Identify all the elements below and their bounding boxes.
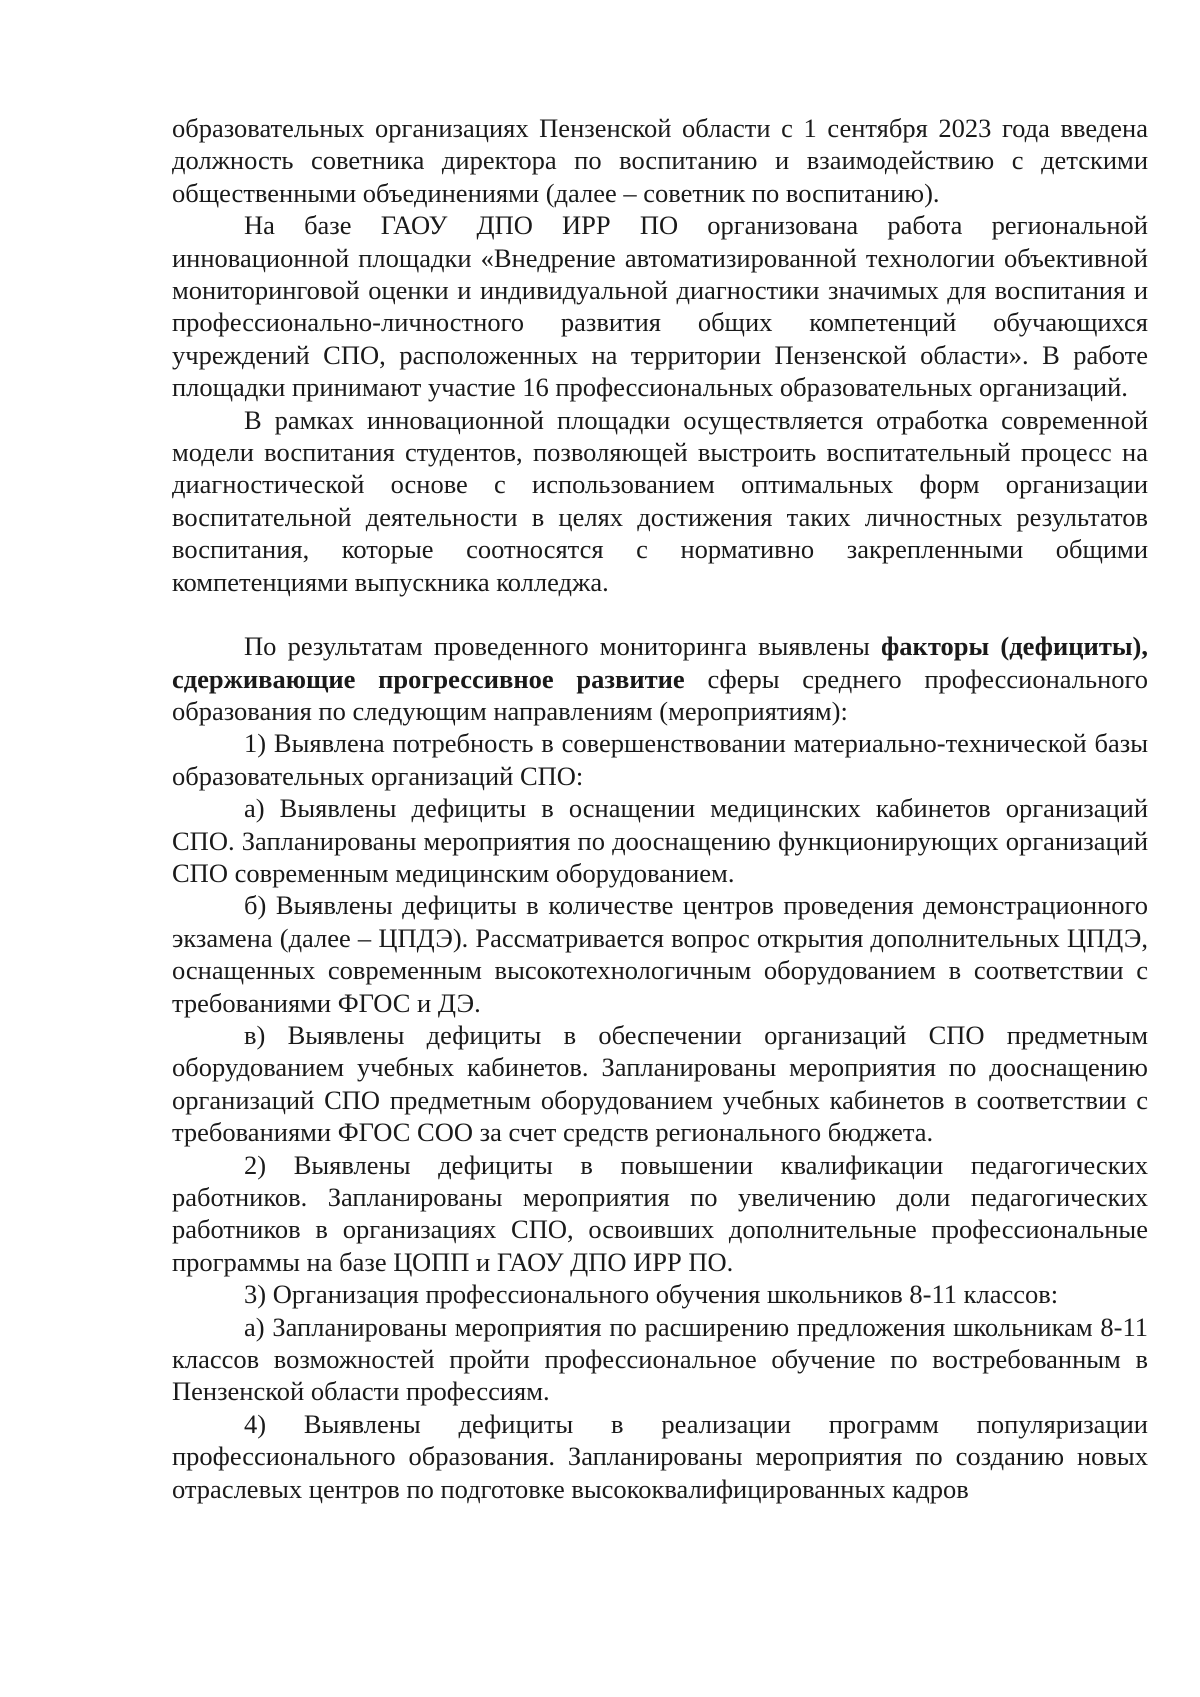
paragraph-monitoring-results (172, 630, 1148, 727)
list-item-4: 4) Выявлены дефициты в реализации программ популяризации профессионального образования. Запланированы мероприятия по созданию новых отраслевых центров по подготовке высококвалифицированных кадров (172, 1408, 1148, 1504)
list-item-1: 1) Выявлена потребность в совершенствовании материально-технической базы образовательных организаций СПО: (172, 728, 1148, 791)
paragraph-education-model: В рамках инновационной площадки осуществляется отработка современной модели воспитания студентов, позволяющей выстроить воспитательный процесс на диагностической основе с использованием оптимальных форм организации воспитательной деятельности в целях достижения таких личностных результатов воспитания, которые соотносятся с нормативно закрепленными общими компетенциями выпускника колледжа. (172, 404, 1148, 597)
list-item-3: 3) Организация профессионального обучения школьников 8-11 классов: (244, 1279, 1059, 1310)
paragraph-continuation: образовательных организациях Пензенской области с 1 сентября 2023 года введена должность советника директора по воспитанию и взаимодействию с детскими общественными объединениями (далее – советник по воспитанию). (172, 113, 1148, 208)
list-item-3a: а) Запланированы мероприятия по расширению предложения школьникам 8-11 классов возможностей пройти профессиональное обучение по востребованным в Пензенской области профессиям. (172, 1311, 1148, 1407)
monitoring-text-bold: факторы (дефициты), сдерживающие прогрессивное развитие (172, 631, 1148, 694)
document-body (172, 112, 1148, 1505)
monitoring-text-after: сферы среднего профессионального образования по следующим направлениям (мероприятиям): (172, 663, 1148, 726)
list-item-1b: б) Выявлены дефициты в количестве центров проведения демонстрационного экзамена (далее – ЦПДЭ). Рассматривается вопрос открытия дополнительных ЦПДЭ, оснащенных современным высокотехнологичным оборудованием в соответствии с требованиями ФГОС и ДЭ. (172, 890, 1148, 1018)
monitoring-text-before: По результатам проведенного мониторинга выявлены (244, 631, 881, 662)
paragraph-innovation-site: На базе ГАОУ ДПО ИРР ПО организована работа региональной инновационной площадки «Внедрение автоматизированной технологии объективной мониторинговой оценки и индивидуальной диагностики значимых для воспитания и профессионально-личностного развития общих компетенций обучающихся учреждений СПО, расположенных на территории Пензенской области». В работе площадки принимают участие 16 профессиональных образовательных организаций. (172, 210, 1148, 403)
list-item-2: 2) Выявлены дефициты в повышении квалификации педагогических работников. Запланированы мероприятия по увеличению доли педагогических работников в организациях СПО, освоивших дополнительные профессиональные программы на базе ЦОПП и ГАОУ ДПО ИРР ПО. (172, 1149, 1148, 1277)
list-item-1c: в) Выявлены дефициты в обеспечении организаций СПО предметным оборудованием учебных кабинетов. Запланированы мероприятия по дооснащению организаций СПО предметным оборудованием учебных кабинетов в соответствии с требованиями ФГОС СОО за счет средств регионального бюджета. (172, 1019, 1148, 1148)
paragraph-spacer (172, 598, 1148, 630)
list-item-1a: а) Выявлены дефициты в оснащении медицинских кабинетов организаций СПО. Запланированы мероприятия по дооснащению функционирующих организаций СПО современным медицинским оборудованием. (172, 793, 1148, 888)
